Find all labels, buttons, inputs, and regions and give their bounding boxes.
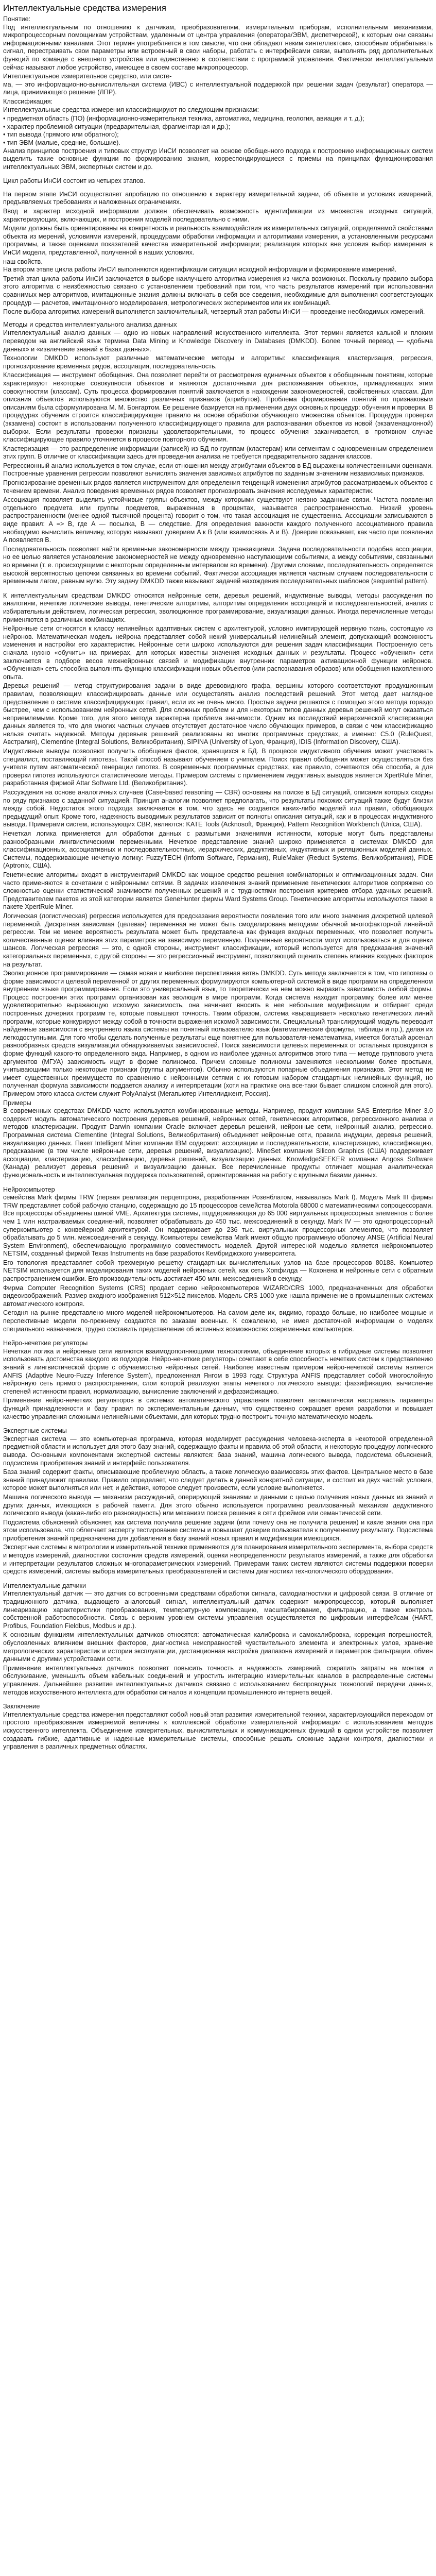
paragraph: После выбора алгоритма измерений выполняется заключительный, четвертый этап работы ИнСИ — проведение необходимых измерений. [3,308,425,316]
paragraph: Применение нейро-нечетких регуляторов в системах автоматического управления позволяет автоматически настраивать параметры функций принадлежности и базу правил по экспериментальным данным, что существенно сокращает время разработки и повышает качество управления сложными нелинейными объектами, для которых трудно построить точную математическую модель. [3,1397,433,1420]
text-line: наш свойств. [3,258,43,265]
paragraph-spacer [3,1698,433,1703]
paragraph: Экспертная система — это компьютерная программа, которая моделирует рассуждения человека-эксперта в некоторой определенной предметной области и использует для этого базу знаний, содержащую факты и правила об этой области, и некоторую процедуру логического вывода. Основными компонентами экспертной системы являются: база знаний, машина логического вывода, подсистема объяснений, подсистема приобретения знаний и интерфейс пользователя. [3,1435,433,1467]
section-heading: Методы и средства интеллектуального анализа данных [3,320,177,328]
text-line: Интеллектуальные датчики [3,1582,86,1589]
paragraph: Интеллектуальный датчик — это датчик со встроенными средствами обработки сигнала, самодиагностики и цифровой связи. В отличие от традиционного датчика, выдающего аналоговый сигнал, интеллектуальный датчик содержит микропроцессор, который выполняет линеаризацию характеристики преобразования, температурную компенсацию, масштабирование, фильтрацию, а также контроль собственной работоспособности. Связь с верхним уровнем системы управления осуществляется по цифровым интерфейсам (HART, Profibus, Foundation Fieldbus, Modbus и др.). [3,1590,433,1630]
paragraph: Сегодня на рынке представлено много моделей нейрокомпьютеров. На самом деле их, видимо, гораздо больше, но наиболее мощные и перспективные модели по-прежнему создаются по заказам военных. К сожалению, не имея достаточной информации о моделях специального назначения, трудно составить представление об истинных возможностях современных компьютеров. [3,1309,433,1333]
paragraph: Прогнозирование временных рядов является инструментом для определения тенденций изменения атрибутов рассматриваемых объектов с течением времени. Анализ поведения временных рядов позволяет прогнозировать значения исследуемых характеристик. [3,479,433,495]
text-line: Понятие: [3,15,31,23]
text-line: Заключение [3,1703,40,1710]
paragraph: Анализ принципов построения и типовых структур ИнСИ позволяет на основе обобщенного подхода к построению информационных систем выделить такие основные функции по формированию знания, корреспондирующиеся с приемы на принципах функционирования интеллектуальных ЭВМ, экспертных систем и др. [3,147,433,171]
paragraph: Подсистема объяснений объясняет, как система получила решение задачи (или почему она не получила решения) и какие знания она при этом использовала, что облегчает эксперту тестирование системы и повышает доверие пользователя к полученному результату. Подсистема приобретения знаний предназначена для добавления в базу знаний новых правил и модификации имеющихся. [3,1518,433,1542]
text-line: Экспертные системы [3,1427,67,1435]
paragraph: База знаний содержит факты, описывающие проблемную область, а также логическую взаимосвязь этих фактов. Центральное место в базе знаний принадлежит правилам. Правило определяет, что следует делать в данной конкретной ситуации, и состоит из двух частей: условия, которое может выполняться или нет, и действия, которое следует произвести, если условие выполняется. [3,1468,433,1492]
paragraph: К интеллектуальным средствам DMKDD относятся нейронные сети, деревья решений, индуктивные выводы, методы рассуждения по аналогиям, нечеткие логические выводы, генетические алгоритмы, алгоритмы определения ассоциаций и последовательностей, анализ с избирательным действием, логическая регрессия, эволюционное программирование, визуализация данных. Иногда перечисленные методы применяются в различных комбинациях. [3,591,433,623]
document-body [3,15,433,1751]
paragraph: Нейронные сети относятся к классу нелинейных адаптивных систем с архитектурой, условно имитирующей нервную ткань, состоящую из нейронов. Математическая модель нейрона представляет собой некий универсальный нелинейный элемент, допускающий возможность изменения и настройки его характеристик. Нейронные сети широко используются для решения задач классификации. Построенную сеть сначала нужно «обучить» на примерах, для которых известны значения исходных данных и результаты. Процесс «обучения» сети заключается в подборе весов межнейронных связей и модификации внутренних параметров активационной функции нейронов. «Обученная» сеть способна выполнять функцию классификации новых объектов (или распознавания образов) или обобщения накопленного опыта. [3,625,433,681]
text-line: Интеллектуальное измерительное средство, или систе- [3,73,172,80]
paragraph-spacer [3,1577,433,1582]
paragraph: Классификация — инструмент обобщения. Она позволяет перейти от рассмотрения единичных объектов к обобщенным понятиям, которые характеризуют некоторые совокупности объектов и являются достаточными для распознавания объектов, принадлежащих этим совокупностям (классам). Суть процесса формирования понятий заключается в нахождении закономерностей, свойственных классам. Для описания объектов используются множество различных признаков (атрибутов). Проблема формирования понятий по признаковым описаниям была сформулирована М. М. Бонгартом. Ее решение базируется на применении двух основных процедур: обучения и проверки. В процедурах обучения строится классифицирующее правило на основе обработки обучающего множества объектов. Процедура проверки (экзамена) состоит в использовании полученного классифицирующего правила для распознавания объектов из новой (экзаменационной) выборки. Если результаты проверки признаны удовлетворительными, то процесс обучения заканчивается, в противном случае классифицирующее правило уточняется в процессе повторного обучения. [3,371,433,444]
paragraph: К основным функциям интеллектуальных датчиков относятся: автоматическая калибровка и самокалибровка, коррекция погрешностей, обусловленных влиянием внешних факторов, диагностика неисправностей чувствительного элемента и электронных узлов, хранение метрологических характеристик и истории эксплуатации, дистанционная настройка диапазона измерений и параметров фильтрации, обмен данными с другими устройствами сети. [3,1631,433,1663]
paragraph: Деревья решений — метод структурирования задачи в виде древовидного графа, вершины которого соответствуют продукционным правилам, позволяющим классифицировать данные или осуществлять анализ последствий решений. Этот метод дает наглядное представление о системе классифицирующих правил, если их не очень много. Простые задачи решаются с помощью этого метода гораздо быстрее, чем с использованием нейронных сетей. Для сложных проблем и для некоторых типов данных деревья решений могут оказаться неприемлемыми. Кроме того, для этого метода характерна проблема значимости. Одним из последствий иерархической кластеризации данных является то, что для многих частных случаев отсутствует достаточное число обучающих примеров, в связи с чем классификацию нельзя считать надежной. Методы деревьев решений реализованы во многих программных средствах, а именно: C5.0 (RuleQuest, Австралия), Clementine (Integral Solutions, Великобритания), SIPINA (University of Lyon, Франция), IDIS (Information Discovery, США). [3,682,433,746]
paragraph: ма, — это информационно-вычислительная система (ИВС) с интеллектуальной поддержкой при решении задач (результат) оператора — лица, принимающего решение (ЛПР). [3,80,433,96]
paragraph: Машина логического вывода — механизм рассуждений, оперирующий знаниями и данными с целью получения новых данных из знаний и других данных, имеющихся в рабочей памяти. Для этого обычно используется программно реализованный механизм дедуктивного логического вывода (какая-либо его разновидность) или механизм поиска решения в сети фреймов или семантической сети. [3,1493,433,1517]
paragraph: Интеллектуальный анализ данных — одно из новых направлений искусственного интеллекта. Этот термин является калькой и плохим переводом на английский язык термина Data Mining и Knowledge Discovery in Databases (DMKDD). Более точный перевод — «добыча данных» и «извлечение знаний в базах данных». [3,329,433,353]
paragraph: Его топология представляет собой трехмерную решетку стандартных вычислительных узлов на базе процессоров 80188. Компьютер NETSIM используется для моделирования таких моделей нейронных сетей, как сеть Хопфилда — Кохонена и нейронные сети с обратным распространением ошибки. Его производительность достигает 450 млн. межсоединений в секунду. [3,1259,433,1283]
paragraph: Третий этап цикла работы ИнСИ заключается в выборе наилучшего алгоритма измерения из числа возможных. Поскольку правило выбора этого алгоритма с неизбежностью связано с установлением требований при том, что часть результатов измерений при использовании сравнимых мер алгоритмов, имитационные знания должны включать в себя все сведения, необходимые для выполнения соответствующих процедур — расчетов, имитационного моделирования, метрологических экспериментов или их комбинаций. [3,275,433,307]
paragraph: Последовательность позволяет найти временные закономерности между транзакциями. Задача последовательности подобна ассоциации, но ее целью является установление закономерностей не между одновременно наступающими событиями, а между событиями, связанными во времени (т. е. происходящими с некоторым определенным интервалом во времени). Другими словами, последовательность определяется высокой вероятностью цепочки связанных во времени событий. Фактически ассоциация является частным случаем последовательности с временным лагом, равным нулю. Эту задачу DMKDD также называют задачей нахождения последовательных шаблонов (sequential pattern). [3,545,433,585]
paragraph: В современных средствах DMKDD часто используются комбинированные методы. Например, продукт компании SAS Enterprise Miner 3.0 содержит модуль автоматического построения деревьев решений, нейронных сетей, генетических алгоритмов, регрессионного анализа и методов кластеризации. Продукт Darwin компании Oracle включает деревья решений, нейронные сети, нейронный анализ, регрессию. Программная система Clementine (Integral Solutions, Великобритания) объединяет нейронные сети, правила индукции, деревья решений, визуализацию данных. Пакет Intelligent Miner компании IBM содержит: ассоциации и последовательности, кластеризацию, классификацию, предсказание (в том числе нейронные сети, деревья решений, визуализацию). MineSet компании Silicon Graphics (США) поддерживает ассоциации, кластеризацию, классификацию, деревья решений, визуализацию данных. KnowledgeSEEKER компании Angoss Software (Канада) реализует деревья решений и визуализацию данных. Все перечисленные продукты отличает мощная аналитическая функциональность и интеллектуальная поддержка пользователей, ориентированная на работу с крупными базами данных. [3,1107,433,1179]
text-line: Цикл работы ИнСИ состоит из четырех этапов. [3,177,146,185]
paragraph: Индуктивные выводы позволяют получить обобщения фактов, хранящихся в БД. В процессе индуктивного обучения может участвовать специалист, поставляющий гипотезы. Такой способ называют обучением с учителем. Поиск правил обобщения может осуществляться без учителя путем автоматической генерации гипотез. В современных программных средствах, как правило, сочетаются оба способа, а для проверки гипотез используются статистические методы. Примером системы с применением индуктивных выводов является XpertRule Miner, разработанная фирмой Attar Software Ltd. (Великобритания). [3,748,433,787]
text-line: Классификация: [3,97,53,105]
text-line: • тип вывода (прямого или обратного); [3,131,119,139]
paragraph-spacer [3,1181,433,1186]
paragraph-spacer [3,587,433,592]
paragraph: Экспертные системы в метрологии и измерительной технике применяются для планирования измерительного эксперимента, выбора средств и методов измерений, диагностики состояния средств измерений, оценки неопределенности результатов измерений, а также для обработки и интерпретации результатов сложных многопараметрических измерений. Примерами таких систем являются системы поддержки поверки средств измерений, системы выбора измерительных преобразователей и системы диагностики технологического оборудования. [3,1544,433,1575]
paragraph: Модели должны быть ориентированы на конкретность и реальность взаимодействия из измерительных ситуаций, определяемой свойствами объекта из мерений, условиями измерений, процедурами обработки информации и алгоритмами измерения, а установленными ресурсами программы, а также оценками показателей качества измерительной информации; реализация которых вне условия выбор измерения в ИнСИ модели, представленной, полученной в наших условиях. [3,225,433,257]
paragraph: Интеллектуальные средства измерения классифицируют по следующим признакам: [3,106,259,113]
text-line: Примеры [3,1099,31,1107]
paragraph: Под интеллектуальным по отношению к датчикам, преобразователям, измерительным приборам, исполнительным механизмам, микропроцессорным помощникам устройствам, удаленным от центра управления (оператора/ЭВМ, диспетчерской), к которым они связаны информационными каналами. Этот термин употребляется в том смысле, что они обладают неким «интеллектом», способным обрабатывать сигнал, перестраивать свои параметры или встроенный в свои наборы, работать с интерфейсами связи, выполнять ряд дополнительных функций по команде с внешнего устройства или единственно в соответствии с программой управления. Фактически интеллектуальным сейчас называют любое устройство, имеющее в своем составе микропроцессор. [3,23,433,71]
paragraph: Интеллектуальные средства измерения представляют собой новый этап развития измерительной техники, характеризующийся переходом от простого преобразования измеряемой величины к комплексной обработке измерительной информации с использованием методов искусственного интеллекта. Объединение измерительных, вычислительных и коммуникационных функций в одном устройстве позволяет создавать гибкие, адаптивные и надежные измерительные системы, способные решать сложные задачи контроля, диагностики и управления в различных предметных областях. [3,1710,433,1751]
text-line: • характер проблемной ситуации (предварительная, фрагментарная и др.); [3,123,231,130]
paragraph: семейства Mark фирмы TRW (первая реализация перцептрона, разработанная Розенблатом, называлась Mark I). Модель Mark III фирмы TRW представляет собой рабочую станцию, содержащую до 15 процессоров семейства Motorola 68000 с математическими сопроцессорами. Все процессоры объединены шиной VME. Архитектура системы, поддерживающая до 65 000 виртуальных процессорных элементов с более чем 1 млн настраиваемых соединений, позволяет обрабатывать до 450 тыс. межсоединений в секунду. Mark IV — это однопроцессорный суперкомпьютер с конвейерной архитектурой. Он поддерживает до 236 тыс. виртуальных процессорных элементов, что позволяет обрабатывать до 5 млн. межсоединений в секунду. Компьютеры семейства Mark имеют общую программную оболочку ANSE (Artificial Neural System Environment), обеспечивающую программную совместимость моделей. Другой интересной моделью является нейрокомпьютер NETSIM, созданный фирмой Texas Instruments на базе разработок Кембриджского университета. [3,1194,433,1258]
paragraph: Применение интеллектуальных датчиков позволяет повысить точность и надежность измерений, сократить затраты на монтаж и обслуживание, уменьшить объем кабельных соединений и упростить интеграцию измерительных каналов в распределенные системы управления. Дальнейшее развитие интеллектуальных датчиков связано с использованием беспроводных технологий передачи данных, методов искусственного интеллекта для обработки сигналов и концепции промышленного интернета вещей. [3,1664,433,1696]
paragraph: Кластеризация — это распределение информации (записей) из БД по группам (кластерам) или сегментам с одновременным определением этих групп. В отличие от классификации здесь для проведения анализа не требуется предварительного задания классов. [3,445,433,461]
text-line: • предметная область (ПО) (информационно-измерительная техника, автоматика, медицина, геология, авиация и т. д.); [3,115,364,123]
paragraph: Ассоциация позволяет выделить устойчивые группы объектов, между которыми существуют неявно заданные связи. Частота появления отдельного предмета или группы предметов, выраженная в процентах, называется распространенностью. Низкий уровень распространенности (менее одной тысячной процента) говорит о том, что такая ассоциация не существенна. Ассоциации записываются в виде правил: A => B, где A — посылка, B — следствие. Для определения важности каждого полученного ассоциативного правила необходимо вычислить величину, которую называют доверием A к B (или взаимосвязь A и B). Доверие показывает, как часто при появлении A появляется B. [3,496,433,544]
paragraph: Технологии DMKDD используют различные математические методы и алгоритмы: классификация, кластеризация, регрессия, прогнозирование временных рядов, ассоциация, последовательность. [3,354,433,370]
paragraph: Фирма Computer Recognition Systems (CRS) продает серию нейрокомпьютеров WIZARD/CRS 1000, предназначенных для обработки видеоизображений. Размер входного изображения 512×512 пикселов. Модель CRS 1000 уже нашла применение в промышленных системах автоматического контроля. [3,1284,433,1308]
paragraph: Рассуждения на основе аналогичных случаев (Case-based reasoning — CBR) основаны на поиске в БД ситуаций, описания которых сходны по ряду признаков с заданной ситуацией. Принцип аналогии позволяет предполагать, что результаты похожих ситуаций также будут близки между собой. Недостаток этого подхода заключается в том, что здесь не создается каких-либо моделей или правил, обобщающих предыдущий опыт. Кроме того, надежность выводимых результатов зависит от полноты описания ситуаций, как и в процессах индуктивного вывода. Примерами систем, использующих CBR, являются: KATE Tools (Acknosoft, Франция), Pattern Recognition Workbench (Unica, США). [3,789,433,828]
text-line: Нейрокомпьютер [3,1185,55,1193]
text-line: • тип ЭВМ (малые, средние, большие). [3,139,120,146]
paragraph-spacer [3,172,433,177]
paragraph: Генетические алгоритмы входят в инструментарий DMKDD как мощное средство решения комбинаторных и оптимизационных задач. Они часто применяются в сочетании с нейронными сетями. В задачах извлечения знаний применение генетических алгоритмов сопряжено со сложностью оценки статистической значимости полученных решений и с трудностями построения критериев отбора удачных решений. Представителем пакетов из этой категории является GeneHunter фирмы Ward Systems Group. Генетические алгоритмы используются также в пакете XpertRule Miner. [3,871,433,911]
paragraph-spacer [3,1422,433,1427]
paragraph: Нечеткая логика применяется для обработки данных с размытыми значениями истинности, которые могут быть представлены разнообразными лингвистическими переменными. Нечеткое представление знаний широко применяется в системах DMKDD для классификационных, ассоциативных и последовательностных, иерархических, дедуктивных, индуктивных и реляционных моделей данных. Системы, поддерживающие нечеткую логику: FuzzyTECH (Inform Software, Германия), RuleMaker (Reduct Systems, Великобритания), FIDE (Aptronix, США). [3,830,433,870]
paragraph-spacer [3,1334,433,1340]
document-title: Интеллектуальные средства измерения [3,3,167,13]
paragraph: Нечеткая логика и нейронные сети являются взаимодополняющими технологиями, объединение которых в гибридные системы позволяет использовать достоинства каждого из подходов. Нейро-нечеткие регуляторы сочетают в себе способность нечетких систем к представлению знаний в лингвистической форме с обучаемостью нейронных сетей. Наиболее известным примером нейро-нечеткой системы является ANFIS (Adaptive Neuro-Fuzzy Inference System), предложенная Янгом в 1993 году. Структура ANFIS представляет собой многослойную нейронную сеть прямого распространения, слои которой реализуют этапы нечеткого логического вывода: фаззификацию, вычисление степеней истинности правил, нормализацию, вычисление заключений и дефаззификацию. [3,1347,433,1395]
paragraph: Ввод и характер исходной информации должен обеспечивать возможность идентификации из множества исходных ситуаций, характеризующих, включающих, и построения моделей последовательно с ними. [3,208,433,223]
paragraph: Логическая (логистическая) регрессия используется для предсказания вероятности появления того или иного значения дискретной целевой переменной. Дискретная зависимая (целевая) переменная не может быть смоделирована методами обычной многофакторной линейной регрессии. Тем не менее вероятность результата может быть представлена как функция входных переменных, что позволяет получить количественные оценки влияния этих параметров на зависимую переменную. Полученные вероятности могут использоваться и для оценки шансов. Логическая регрессия — это, с одной стороны, инструмент классификации, который используется для предсказания значений категориальных переменных, с другой стороны — это регрессионный инструмент, позволяющий оценить степень влияния входных факторов на результат. [3,912,433,968]
paragraph: Эволюционное программирование — самая новая и наиболее перспективная ветвь DMKDD. Суть метода заключается в том, что гипотезы о форме зависимости целевой переменной от других переменных формулируются компьютерной системой в виде программ на определенном внутреннем языке программирования. Если это универсальный язык, то теоретически на нем можно выразить зависимость любой формы. Процесс построения этих программ организован как эволюция в мире программ. Когда система находит программу, более или менее удовлетворительно выражающую искомую зависимость, она начинает вносить в нее небольшие модификации и отбирает среди построенных дочерних программ те, которые повышают точность. Таким образом, система «выращивает» несколько генетических линий программ, которые конкурируют между собой в точности выражения искомой зависимости. Специальный транслирующий модуль переводит найденные зависимости с внутреннего языка системы на понятный пользователю язык (математические формулы, таблицы и пр.), делая их легкодоступными. Для того чтобы сделать полученные результаты еще понятнее для пользователя-нематематика, имеется богатый арсенал разнообразных средств визуализации обнаруживаемых зависимостей. Поиск зависимости целевых переменных от остальных проводится в форме функций какого-то определенного вида. Например, в одном из наиболее удачных алгоритмов этого типа — методе группового учета аргументов (МГУА) зависимость ищут в форме полиномов. Причем сложные полиномы заменяются несколькими более простыми, учитывающими только некоторые признаки (группы аргументов). Обычно используются попарные объединения признаков. Этот метод не имеет существенных преимуществ по сравнению с нейронными сетями с их готовым набором стандартных нелинейных функций, но полученная формула зависимости поддается анализу и интерпретации (хотя на практике она все-таки бывает слишком сложной для этого). Примером этого класса систем служит PolyAnalyst (Мегапьютер Интеллиджент, Россия). [3,970,433,1097]
paragraph: На первом этапе ИнСИ осуществляет апробацию по отношению к характеру измерительной задачи, об объекте и условиях измерений, предъявляемых требованиях и наложенных ограничениях. [3,190,433,206]
paragraph-spacer [3,185,433,191]
paragraph: Регрессионный анализ используется в том случае, если отношения между атрибутами объектов в БД выражены количественными оценками. Построенные уравнения регрессии позволяют вычислять значения зависимых атрибутов по заданным значениям независимых признаков. [3,462,433,478]
text-line: Нейро-нечеткие регуляторы [3,1340,88,1347]
paragraph: На втором этапе цикла работы ИнСИ выполняются идентификации ситуации исходной информации и формирование измерений. [3,266,397,274]
